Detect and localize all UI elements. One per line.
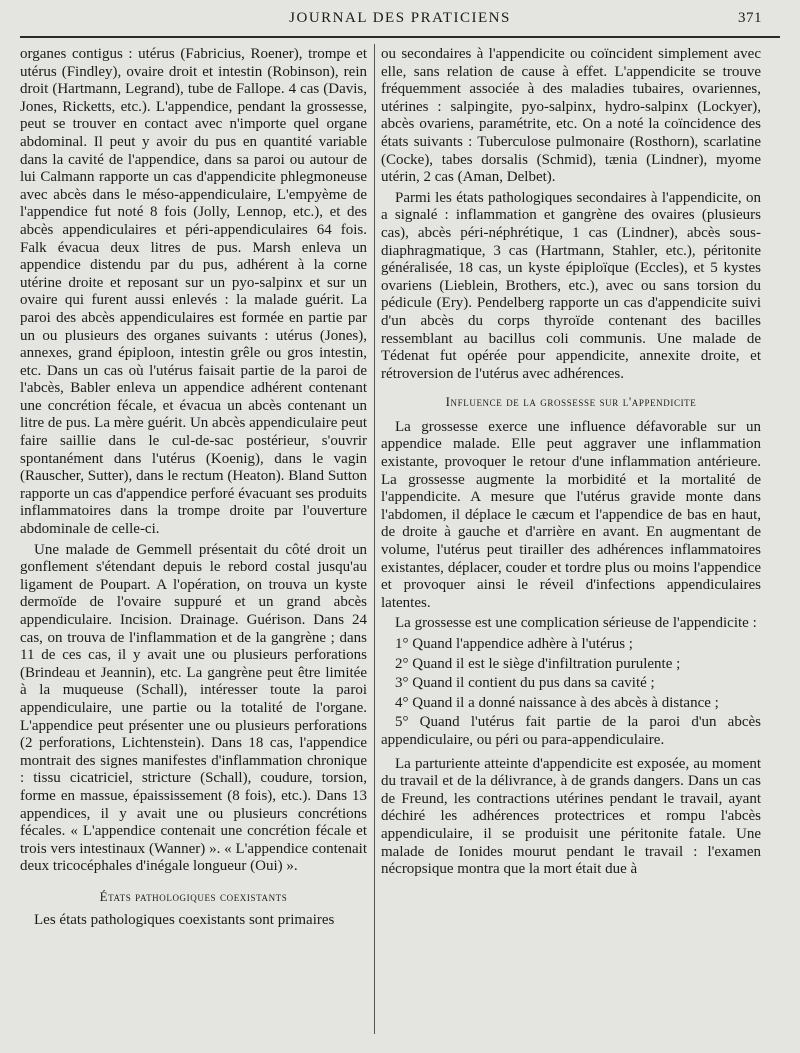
right-paragraph-2: Parmi les états pathologiques secondaires à l'appendicite, on a signalé : inflammation et gangrène des ovaires (plusieurs cas), abcès péri-néphrétique, 1 cas (Lindner), abcès sous-diaphragmatique, 3 cas (Hartmann, Stahler, etc.), péritonite généralisée, 18 cas, un kyste épiploïque (Eccles), et 5 kystes ovariens (Lieblein, Brothers, etc.), avec ou sans torsion du pédicule (Ery). Pendelberg rapporte un cas d'appendicite suivi d'un abcès du corps thyroïde contenant des bacilles ressemblant au bacillus coli communis. Une malade de Tédenat fut opérée pour appendicite, annexite droite, et rétroversion de l'utérus avec adhérences. bbox=[381, 189, 761, 382]
list-item: 4° Quand il a donné naissance à des abcès à distance ; bbox=[395, 694, 719, 711]
header-rule bbox=[20, 36, 780, 38]
page-number: 371 bbox=[738, 10, 762, 26]
left-paragraph-1: organes contigus : utérus (Fabricius, Roener), trompe et utérus (Findley), ovaire droit et intestin (Robinson), rein droit (Hartmann, Legrand), tube de Fallope. 4 cas (Davis, Jones, Ricketts, etc.). L'appendice, pendant la grossesse, peut se trouver en contact avec n'importe quel organe abdominal. Il peut y avoir du pus en quantité variable dans la cavité de l'appendice, dans sa paroi ou autour de lui Calmann rapporte un cas d'appendicite phlegmoneuse avec abcès dans le méso-appendiculaire, L'empyème de l'appendice fut noté 8 fois (Jolly, Lennop, etc.), et des abcès appendiculaires et péri-appendiculaires 64 fois. Falk évacua deux litres de pus. Marsh enleva un appendice distendu par du pus, adhérent à la corne utérine droite et reposant sur un pyo-salpinx et sur un ovaire qui furent aussi enlevés : la malade guérit. La paroi des abcès appendiculaires est formée en partie par un ou plusieurs des organes suivants : utérus (Jones), annexes, grand épiploon, intestin grêle ou gros intestin, etc. Dans un cas où l'utérus faisait partie de la paroi de l'abcès, Babler enleva un appendice adhérent contenant une concrétion fécale, et évacua un abcès contenant un litre de pus. La mère guérit. Un abcès appendiculaire peut faire saillie dans le cul-de-sac postérieur, s'ouvrir spontanément dans l'utérus (Koenig), dans le vagin (Rauscher, Sutter), dans le rectum (Heaton). Bland Sutton rapporte un cas d'appendice perforé évacuant ses produits inflammatoires dans la trompe droite par l'ouverture abdominale de celle-ci. bbox=[20, 46, 367, 538]
left-paragraph-2: Une malade de Gemmell présentait du côté droit un gonflement s'étendant depuis le rebord costal jusqu'au ligament de Poupart. A l'opération, on trouva un kyste dermoïde de l'ovaire suppuré et un grand abcès appendiculaire. Incision. Drainage. Guérison. Dans 24 cas, on trouva de l'inflammation et de la gangrène ; dans 11 de ces cas, il y avait une ou plusieurs perforations (Brindeau et Jeannin), etc. La gangrène peut être limitée à la muqueuse (Schall), intéresser toute la paroi appendiculaire, une partie ou la totalité de l'organe. L'appendice peut présenter une ou plusieurs perforations (2 perforations, Lichtenstein). Dans 18 cas, l'appendice montrait des signes manifestes d'inflammation chronique : tissu cicatriciel, stricture (Schall), coudure, torsion, forme en massue, épaississement (8 fois), etc.). Dans 13 appendices, il y avait une ou plusieurs concrétions fécales. « L'appendice contenait une concrétion fécale et trois vers intestinaux (Wanner) ». « L'appendice contenait deux tricocéphales d'inégale longueur (Oui) ». bbox=[20, 541, 367, 875]
closing-paragraph: La parturiente atteinte d'appendicite est exposée, au moment du travail et de la délivrance, à de grands dangers. Dans un cas de Freund, les contractions utérines pendant le travail, ayant déchiré les adhérences protectrices et rompu l'abcès appendiculaire, il se produisit une péritonite fatale. Une malade de Ionides mourut pendant le travail : l'examen nécropsique montra que la mort était due à bbox=[381, 755, 761, 878]
pregnancy-paragraph-1: La grossesse exerce une influence défavorable sur un appendice malade. Elle peut aggraver une inflammation existante, provoquer le retour d'une inflammation antérieure. La grossesse augmente la morbidité et la mortalité de l'appendicite. A mesure que l'utérus gravide monte dans l'abdomen, il déplace le cæcum et l'appendice de bas en haut, de droite à gauche et d'arrière en avant. En augmentant de volume, l'utérus peut tirailler des adhérences inflammatoires existantes, déplacer, couder et tordre plus ou moins l'appendice et provoquer ainsi le réveil d'infections appendiculaires latentes. bbox=[381, 418, 761, 611]
right-paragraph-1: ou secondaires à l'appendicite ou coïncident simplement avec elle, sans relation de cause à effet. L'appendicite se trouve fréquemment associée à des maladies tubaires, ovariennes, utérines : salpingite, pyo-salpinx, hydro-salpinx (Lockyer), abcès ovariens, paramétrite, etc. On a noté la coïncidence des états suivants : Tuberculose pulmonaire (Rosthorn), scarlatine (Cocke), tabes dorsalis (Schmid), tænia (Lindner), myome utérin, 2 cas (Aman, Delbet). bbox=[381, 46, 761, 186]
list-item: 5° Quand l'utérus fait partie de la paroi d'un abcès appendiculaire, ou péri ou para-appendiculaire. bbox=[381, 714, 761, 748]
journal-title: JOURNAL DES PRATICIENS bbox=[289, 10, 511, 26]
column-divider bbox=[374, 44, 375, 1034]
section-heading-coexisting: États pathologiques coexistants bbox=[99, 888, 288, 904]
running-header bbox=[20, 10, 780, 34]
right-column bbox=[381, 46, 761, 1039]
list-item: 3° Quand il contient du pus dans sa cavité ; bbox=[395, 675, 655, 692]
left-column bbox=[20, 46, 367, 1039]
list-item: 1° Quand l'appendice adhère à l'utérus ; bbox=[395, 636, 633, 652]
left-section-text: Les états pathologiques coexistants sont primaires bbox=[34, 911, 335, 928]
section-heading-pregnancy: Influence de la grossesse sur l'appendicite bbox=[445, 394, 697, 410]
complication-list bbox=[381, 636, 761, 750]
list-item: 2° Quand il est le siège d'infiltration purulente ; bbox=[395, 655, 681, 672]
pregnancy-paragraph-2: La grossesse est une complication sérieuse de l'appendicite : bbox=[395, 615, 757, 632]
